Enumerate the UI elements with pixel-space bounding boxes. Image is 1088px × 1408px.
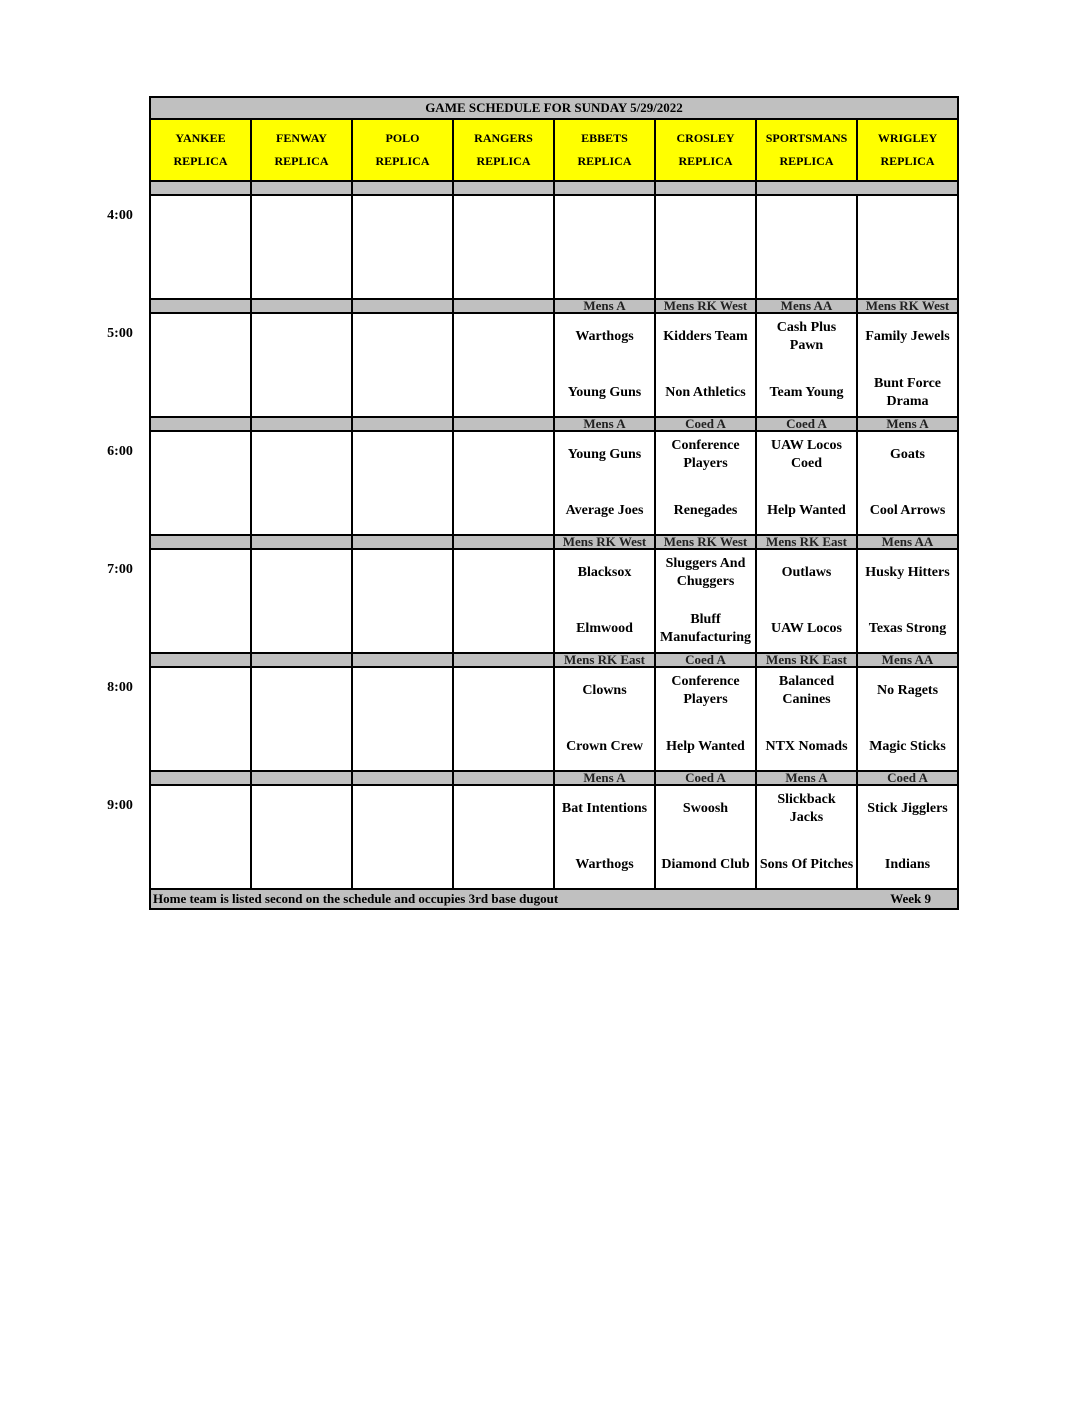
- home-team: NTX Nomads: [765, 739, 848, 754]
- home-team: [151, 255, 250, 295]
- footer-content: [151, 891, 957, 907]
- footer-note: Home team is listed second on the schedule and occupies 3rd base dugout: [153, 891, 559, 906]
- division-label: [352, 417, 453, 431]
- away-team: [151, 317, 250, 357]
- game-matchup: [858, 317, 957, 413]
- field-name: WRIGLEY: [877, 131, 938, 145]
- game-cell: [150, 195, 251, 299]
- away-team: Stick Jigglers: [867, 801, 948, 816]
- game-cell: [352, 667, 453, 771]
- division-label: [150, 535, 251, 549]
- game-matchup: [353, 199, 452, 295]
- game-matchup: [656, 553, 755, 649]
- field-subtitle: REPLICA: [577, 154, 632, 168]
- division-row: [150, 771, 958, 785]
- game-cell: [756, 667, 857, 771]
- field-name: RANGERS: [474, 131, 533, 145]
- division-label: [352, 299, 453, 313]
- away-team: [353, 317, 452, 357]
- game-matchup: [858, 671, 957, 767]
- division-label: [150, 417, 251, 431]
- game-cell: [251, 313, 352, 417]
- title-row: [150, 97, 958, 119]
- home-team: [656, 255, 755, 295]
- home-team: [858, 255, 957, 295]
- game-cell: [352, 785, 453, 889]
- field-name: CROSLEY: [676, 131, 735, 145]
- division-label: Coed A: [655, 771, 756, 785]
- game-matchup: [858, 199, 957, 295]
- game-matchup: [555, 789, 654, 885]
- game-matchup: [252, 789, 351, 885]
- division-label: Mens RK West: [655, 299, 756, 313]
- field-subtitle: REPLICA: [678, 154, 733, 168]
- division-row: [150, 653, 958, 667]
- division-label: [150, 771, 251, 785]
- home-team: Help Wanted: [767, 503, 846, 518]
- game-cell: [251, 431, 352, 535]
- game-matchup: [353, 789, 452, 885]
- home-team: Non Athletics: [665, 385, 746, 400]
- division-label: Mens A: [554, 771, 655, 785]
- away-team: [757, 199, 856, 239]
- game-matchup: [656, 671, 755, 767]
- time-label: 7:00: [107, 562, 133, 577]
- home-team: Bluff Manufacturing: [660, 612, 751, 645]
- away-team: Family Jewels: [865, 329, 950, 344]
- field-name: SPORTSMANS: [765, 131, 848, 145]
- time-label: 5:00: [107, 326, 133, 341]
- home-team: Indians: [884, 857, 931, 872]
- game-matchup: [757, 317, 856, 413]
- game-matchup: [151, 317, 250, 413]
- away-team: [252, 317, 351, 357]
- division-label: Mens AA: [857, 535, 958, 549]
- game-cell: [150, 313, 251, 417]
- game-cell: [857, 195, 958, 299]
- game-matchup: [454, 789, 553, 885]
- home-team: [151, 609, 250, 649]
- away-team: Kidders Team: [663, 329, 748, 344]
- field-header-row: [150, 119, 958, 181]
- division-label: [453, 299, 554, 313]
- schedule-table: [149, 96, 959, 910]
- division-label: Coed A: [655, 653, 756, 667]
- game-cell: [251, 549, 352, 653]
- game-matchup: [454, 317, 553, 413]
- division-label: [150, 299, 251, 313]
- division-label: [453, 535, 554, 549]
- game-cell: [554, 785, 655, 889]
- spacer-cell: [150, 181, 251, 195]
- footer-cell: [150, 889, 958, 909]
- division-label: Mens A: [554, 299, 655, 313]
- away-team: [454, 553, 553, 593]
- game-matchup: [252, 317, 351, 413]
- field-header-cell: [554, 119, 655, 181]
- game-cell: [352, 431, 453, 535]
- home-team: Diamond Club: [661, 857, 750, 872]
- home-team: [151, 373, 250, 413]
- field-subtitle: REPLICA: [476, 154, 531, 168]
- schedule-title: GAME SCHEDULE FOR SUNDAY 5/29/2022: [150, 97, 958, 119]
- game-cell: [352, 195, 453, 299]
- game-cell: [554, 313, 655, 417]
- field-header-cell: [150, 119, 251, 181]
- game-cell: [453, 667, 554, 771]
- game-cell: [655, 431, 756, 535]
- game-cell: [756, 195, 857, 299]
- division-label: Mens RK West: [554, 535, 655, 549]
- home-team: UAW Locos: [771, 621, 842, 636]
- game-cell: [655, 667, 756, 771]
- home-team: Crown Crew: [566, 739, 643, 754]
- division-label: [352, 535, 453, 549]
- game-matchup: [353, 553, 452, 649]
- game-cell: [150, 431, 251, 535]
- game-matchup: [555, 199, 654, 295]
- home-team: [757, 255, 856, 295]
- game-cell: [453, 195, 554, 299]
- away-team: [353, 671, 452, 711]
- game-matchup: [555, 671, 654, 767]
- home-team: [252, 491, 351, 531]
- game-cell: [756, 549, 857, 653]
- home-team: Sons Of Pitches: [759, 857, 854, 872]
- division-label: Coed A: [857, 771, 958, 785]
- home-team: Bunt Force Drama: [873, 376, 941, 409]
- game-matchup: [757, 671, 856, 767]
- game-cell: [655, 785, 756, 889]
- field-subtitle: REPLICA: [375, 154, 430, 168]
- away-team: [454, 671, 553, 711]
- game-cell: [150, 549, 251, 653]
- time-label: 6:00: [107, 444, 133, 459]
- away-team: [353, 199, 452, 239]
- game-matchup: [656, 199, 755, 295]
- away-team: [252, 553, 351, 593]
- game-matchup: [252, 671, 351, 767]
- game-cell: [352, 549, 453, 653]
- home-team: [353, 845, 452, 885]
- division-label: Mens RK West: [857, 299, 958, 313]
- game-matchup: [353, 435, 452, 531]
- home-team: [252, 609, 351, 649]
- week-label: Week 9: [890, 891, 931, 906]
- game-matchup: [454, 671, 553, 767]
- home-team: [454, 373, 553, 413]
- away-team: Husky Hitters: [865, 565, 950, 580]
- away-team: UAW Locos Coed: [771, 438, 842, 471]
- division-label: Mens AA: [857, 653, 958, 667]
- game-matchup: [757, 553, 856, 649]
- spacer-row: [150, 181, 958, 195]
- division-row: [150, 535, 958, 549]
- home-team: Texas Strong: [868, 621, 947, 636]
- away-team: Balanced Canines: [778, 674, 835, 707]
- game-matchup: [454, 199, 553, 295]
- home-team: [454, 845, 553, 885]
- game-cell: [251, 785, 352, 889]
- game-cell: [453, 785, 554, 889]
- division-label: [150, 653, 251, 667]
- game-matchup: [656, 435, 755, 531]
- away-team: Swoosh: [682, 801, 729, 816]
- game-cell: [857, 431, 958, 535]
- home-team: [151, 491, 250, 531]
- game-matchup: [151, 199, 250, 295]
- home-team: [454, 255, 553, 295]
- away-team: [454, 199, 553, 239]
- home-team: Elmwood: [576, 621, 633, 636]
- division-label: Mens AA: [756, 299, 857, 313]
- away-team: Cash Plus Pawn: [776, 320, 837, 353]
- game-matchup: [252, 553, 351, 649]
- away-team: Conference Players: [671, 438, 740, 471]
- game-cell: [251, 195, 352, 299]
- field-name: POLO: [385, 131, 420, 145]
- game-cell: [453, 313, 554, 417]
- game-cell: [857, 785, 958, 889]
- away-team: Sluggers And Chuggers: [665, 556, 746, 589]
- spacer-cell: [554, 181, 655, 195]
- away-team: Bat Intentions: [561, 801, 648, 816]
- game-cell: [251, 667, 352, 771]
- away-team: Young Guns: [567, 447, 642, 462]
- division-label: Coed A: [655, 417, 756, 431]
- home-team: [353, 373, 452, 413]
- spacer-cell: [352, 181, 453, 195]
- game-matchup: [252, 435, 351, 531]
- division-label: Mens RK East: [554, 653, 655, 667]
- division-label: [352, 771, 453, 785]
- home-team: Cool Arrows: [869, 503, 946, 518]
- game-matchup: [858, 435, 957, 531]
- game-cell: [453, 549, 554, 653]
- home-team: Young Guns: [567, 385, 642, 400]
- home-team: [252, 373, 351, 413]
- game-matchup: [757, 435, 856, 531]
- division-label: [352, 653, 453, 667]
- division-label: Mens A: [554, 417, 655, 431]
- field-header-cell: [655, 119, 756, 181]
- home-team: Help Wanted: [666, 739, 745, 754]
- game-matchup: [757, 199, 856, 295]
- game-cell: [756, 313, 857, 417]
- division-label: Mens RK East: [756, 653, 857, 667]
- away-team: Outlaws: [781, 565, 832, 580]
- division-row: [150, 299, 958, 313]
- time-label: 4:00: [107, 208, 133, 223]
- division-label: [453, 653, 554, 667]
- away-team: [252, 199, 351, 239]
- slot-row: [150, 549, 958, 653]
- game-cell: [150, 785, 251, 889]
- game-matchup: [858, 553, 957, 649]
- slot-row: [150, 431, 958, 535]
- away-team: [353, 435, 452, 475]
- game-cell: [655, 313, 756, 417]
- game-matchup: [353, 671, 452, 767]
- spacer-cell: [655, 181, 756, 195]
- away-team: [454, 317, 553, 357]
- away-team: [252, 435, 351, 475]
- home-team: [353, 609, 452, 649]
- game-matchup: [656, 789, 755, 885]
- game-matchup: [555, 435, 654, 531]
- schedule-sheet: [149, 96, 959, 910]
- away-team: [353, 553, 452, 593]
- game-cell: [857, 549, 958, 653]
- home-team: [252, 727, 351, 767]
- division-label: Mens RK East: [756, 535, 857, 549]
- home-team: [555, 255, 654, 295]
- time-label: 9:00: [107, 798, 133, 813]
- home-team: [151, 845, 250, 885]
- division-label: [251, 299, 352, 313]
- division-label: [251, 771, 352, 785]
- field-header-cell: [251, 119, 352, 181]
- game-cell: [655, 195, 756, 299]
- footer-row: [150, 889, 958, 909]
- division-label: [251, 535, 352, 549]
- game-matchup: [353, 317, 452, 413]
- field-name: FENWAY: [276, 131, 327, 145]
- away-team: [252, 671, 351, 711]
- game-matchup: [555, 553, 654, 649]
- slot-row: [150, 195, 958, 299]
- division-label: [251, 417, 352, 431]
- field-header-cell: [352, 119, 453, 181]
- spacer-cell: [756, 181, 958, 195]
- home-team: [454, 491, 553, 531]
- home-team: [151, 727, 250, 767]
- away-team: [151, 789, 250, 829]
- home-team: Warthogs: [575, 857, 634, 872]
- division-label: [453, 417, 554, 431]
- division-label: Coed A: [756, 417, 857, 431]
- game-matchup: [757, 789, 856, 885]
- away-team: [151, 553, 250, 593]
- game-matchup: [151, 435, 250, 531]
- game-cell: [857, 667, 958, 771]
- division-label: Mens A: [756, 771, 857, 785]
- away-team: [151, 199, 250, 239]
- away-team: [252, 789, 351, 829]
- division-label: Mens RK West: [655, 535, 756, 549]
- away-team: Blacksox: [577, 565, 632, 580]
- game-cell: [554, 667, 655, 771]
- slot-row: [150, 785, 958, 889]
- field-header-cell: [756, 119, 857, 181]
- game-matchup: [454, 435, 553, 531]
- away-team: [555, 199, 654, 239]
- game-cell: [554, 549, 655, 653]
- field-header-cell: [857, 119, 958, 181]
- game-matchup: [858, 789, 957, 885]
- game-cell: [150, 667, 251, 771]
- home-team: Magic Sticks: [869, 739, 946, 754]
- division-row: [150, 417, 958, 431]
- away-team: No Ragets: [876, 683, 939, 698]
- slot-row: [150, 667, 958, 771]
- division-label: [453, 771, 554, 785]
- away-team: [454, 435, 553, 475]
- away-team: [151, 671, 250, 711]
- home-team: [454, 609, 553, 649]
- division-label: Mens A: [857, 417, 958, 431]
- away-team: Goats: [890, 447, 925, 462]
- home-team: [454, 727, 553, 767]
- game-cell: [554, 431, 655, 535]
- home-team: [252, 845, 351, 885]
- home-team: [353, 491, 452, 531]
- slot-row: [150, 313, 958, 417]
- away-team: [151, 435, 250, 475]
- away-team: [858, 199, 957, 239]
- away-team: [454, 789, 553, 829]
- game-matchup: [151, 553, 250, 649]
- game-matchup: [454, 553, 553, 649]
- field-subtitle: REPLICA: [274, 154, 329, 168]
- field-subtitle: REPLICA: [880, 154, 935, 168]
- time-label: 8:00: [107, 680, 133, 695]
- game-cell: [756, 431, 857, 535]
- home-team: [353, 255, 452, 295]
- field-header-cell: [453, 119, 554, 181]
- game-matchup: [555, 317, 654, 413]
- game-cell: [453, 431, 554, 535]
- home-team: Average Joes: [565, 503, 644, 518]
- away-team: Warthogs: [575, 329, 634, 344]
- game-cell: [857, 313, 958, 417]
- game-matchup: [151, 671, 250, 767]
- field-name: EBBETS: [581, 131, 628, 145]
- game-matchup: [656, 317, 755, 413]
- game-cell: [655, 549, 756, 653]
- home-team: [353, 727, 452, 767]
- home-team: Team Young: [769, 385, 844, 400]
- field-subtitle: REPLICA: [173, 154, 228, 168]
- spacer-cell: [251, 181, 352, 195]
- field-subtitle: REPLICA: [779, 154, 834, 168]
- division-label: [251, 653, 352, 667]
- game-cell: [352, 313, 453, 417]
- field-name: YANKEE: [175, 131, 226, 145]
- away-team: [353, 789, 452, 829]
- home-team: [252, 255, 351, 295]
- away-team: Clowns: [582, 683, 627, 698]
- away-team: Slickback Jacks: [777, 792, 836, 825]
- away-team: [656, 199, 755, 239]
- game-cell: [554, 195, 655, 299]
- home-team: Renegades: [673, 503, 738, 518]
- game-matchup: [151, 789, 250, 885]
- game-matchup: [252, 199, 351, 295]
- spacer-cell: [453, 181, 554, 195]
- game-cell: [756, 785, 857, 889]
- away-team: Conference Players: [671, 674, 740, 707]
